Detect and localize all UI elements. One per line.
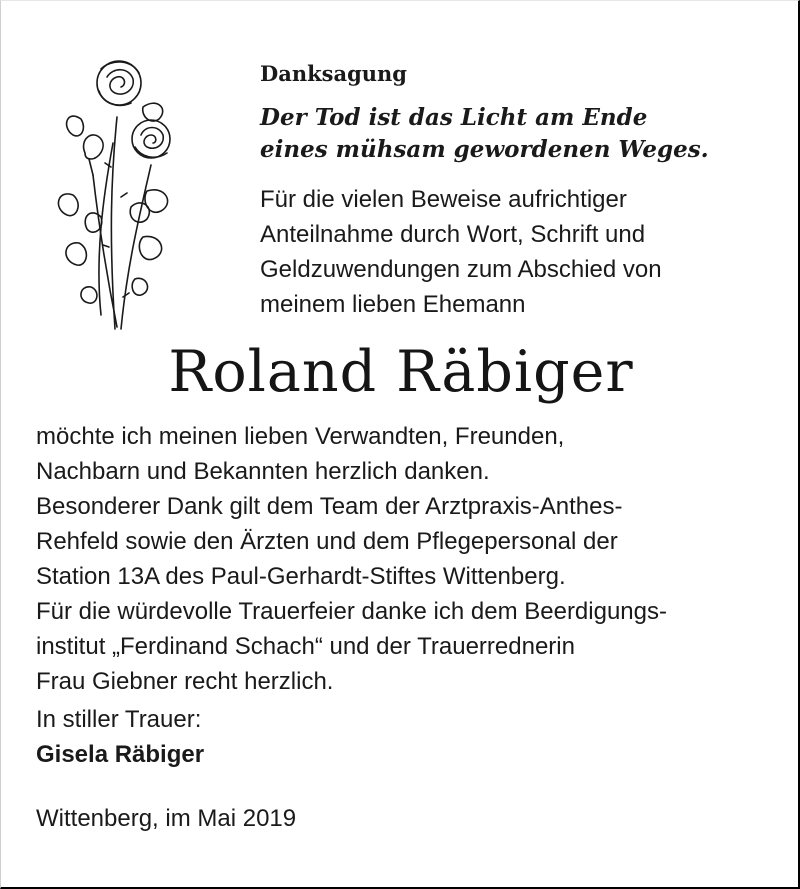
- quote-line: Der Tod ist das Licht am Ende: [260, 104, 648, 131]
- body-line: Für die würdevolle Trauerfeier danke ich dem Beerdigungs-: [36, 598, 667, 625]
- body-line: Rehfeld sowie den Ärzten und dem Pflegepersonal der: [36, 528, 618, 555]
- body-line: Station 13A des Paul-Gerhardt-Stiftes Wittenberg.: [36, 563, 566, 590]
- intro-text: [260, 182, 780, 322]
- quote-line: eines mühsam gewordenen Weges.: [260, 136, 709, 163]
- rose-bouquet-icon: [51, 47, 181, 333]
- body-line: Besonderer Dank gilt dem Team der Arztpraxis-Anthes-: [36, 493, 623, 520]
- intro-line: Geldzuwendungen zum Abschied von: [260, 256, 662, 283]
- intro-line: Anteilnahme durch Wort, Schrift und: [260, 221, 646, 248]
- body-text: [36, 419, 776, 699]
- intro-line: meinem lieben Ehemann: [260, 291, 526, 318]
- intro-line: Für die vielen Beweise aufrichtiger: [260, 186, 627, 213]
- body-line: institut „Ferdinand Schach“ und der Trauerrednerin: [36, 633, 575, 660]
- notice-heading: Danksagung: [260, 61, 407, 86]
- body-line: möchte ich meinen lieben Verwandten, Freunden,: [36, 423, 565, 450]
- quote: [260, 102, 780, 166]
- signer-name: Gisela Räbiger: [36, 741, 205, 768]
- body-line: Frau Giebner recht herzlich.: [36, 668, 334, 695]
- place-date: Wittenberg, im Mai 2019: [36, 805, 297, 832]
- closing-label: In stiller Trauer:: [36, 706, 202, 733]
- deceased-name: Roland Räbiger: [168, 339, 634, 405]
- body-line: Nachbarn und Bekannten herzlich danken.: [36, 458, 490, 485]
